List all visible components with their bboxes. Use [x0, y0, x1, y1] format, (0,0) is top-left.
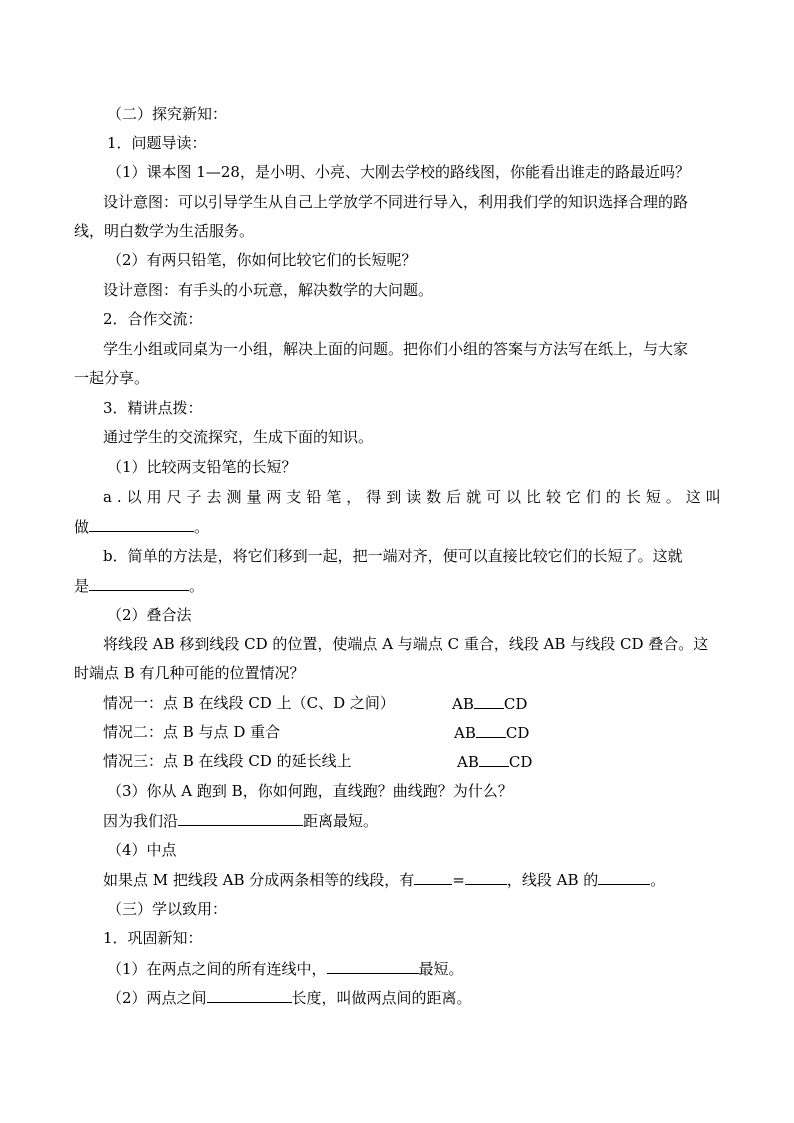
consolidate-2: （2）两点之间 长度，叫做两点间的距离。 — [107, 989, 472, 1007]
fill-blank-because[interactable] — [178, 810, 303, 826]
midpoint-line: 如果点 M 把线段 AB 分成两条相等的线段，有 = ，线段 AB 的 。 — [103, 871, 666, 889]
section-heading-explore: （二）探究新知： — [107, 105, 228, 123]
method-b-line1: b．简单的方法是，将它们移到一起，把一端对齐，便可以直接比较它们的长短了。这就 — [103, 547, 683, 565]
item-heading-problem-guide: 1．问题导读： — [107, 134, 207, 152]
subitem-midpoint: （4）中点 — [107, 841, 177, 859]
fill-blank-case3[interactable] — [479, 751, 509, 767]
method-b-line2: 是 。 — [74, 577, 205, 595]
fill-blank-case2[interactable] — [476, 722, 506, 738]
item-heading-consolidate: 1．巩固新知： — [103, 929, 203, 947]
subitem-compare-pencils: （1）比较两支铅笔的长短？ — [107, 458, 297, 476]
overlap-line1: 将线段 AB 移到线段 CD 的位置，使端点 A 与端点 C 重合，线段 AB 与线段 CD 叠合。这 — [103, 635, 709, 653]
fill-blank-mid-1[interactable] — [414, 869, 452, 885]
cooperation-line1: 学生小组或同桌为一小组，解决上面的问题。把你们小组的答案与方法写在纸上，与大家 — [103, 340, 689, 358]
explanation-intro: 通过学生的交流探究，生成下面的知识。 — [103, 428, 374, 446]
item-heading-explanation: 3．精讲点拨： — [103, 399, 203, 417]
design-intent-1-line2: 线，明白数学为生活服务。 — [74, 222, 255, 240]
fill-blank-b[interactable] — [89, 575, 189, 591]
cooperation-line2: 一起分享。 — [74, 369, 150, 387]
because-line: 因为我们沿 距离最短。 — [103, 812, 379, 830]
section-heading-apply: （三）学以致用： — [107, 900, 228, 918]
method-a-line2: 做 。 — [74, 518, 210, 536]
fill-blank-case1[interactable] — [474, 693, 504, 709]
item-heading-cooperation: 2．合作交流： — [103, 310, 203, 328]
method-a-line1: a . 以 用 尺 子 去 测 量 两 支 铅 笔 ， 得 到 读 数 后 就 可 以 比 较 它 们 的 长 短 。 这 叫 — [103, 488, 721, 506]
fill-blank-a[interactable] — [89, 516, 194, 532]
subitem-overlap-method: （2）叠合法 — [107, 606, 192, 624]
case-1: 情况一：点 B 在线段 CD 上（C、D 之间） — [103, 694, 395, 712]
question-1: （1）课本图 1—28，是小明、小亮、大刚去学校的路线图，你能看出谁走的路最近吗？ — [107, 163, 690, 181]
design-intent-2: 设计意图：有手头的小玩意，解决数学的大问题。 — [103, 281, 434, 299]
case-3: 情况三：点 B 在线段 CD 的延长线上 — [103, 752, 352, 770]
subitem-run-a-to-b: （3）你从 A 跑到 B，你如何跑，直线跑？曲线跑？为什么？ — [107, 782, 513, 800]
case-2-compare: AB CD — [454, 724, 530, 742]
fill-blank-c1[interactable] — [327, 958, 419, 974]
consolidate-1: （1）在两点之间的所有连线中， 最短。 — [107, 960, 464, 978]
question-2: （2）有两只铅笔，你如何比较它们的长短呢？ — [107, 251, 417, 269]
fill-blank-c2[interactable] — [207, 987, 292, 1003]
fill-blank-mid-2[interactable] — [465, 869, 507, 885]
case-1-compare: AB CD — [452, 695, 528, 713]
fill-blank-mid-3[interactable] — [598, 869, 650, 885]
case-2: 情况二：点 B 与点 D 重合 — [103, 723, 281, 741]
design-intent-1-line1: 设计意图：可以引导学生从自己上学放学不同进行导入，利用我们学的知识选择合理的路 — [103, 193, 689, 211]
overlap-line2: 时端点 B 有几种可能的位置情况？ — [74, 664, 305, 682]
case-3-compare: AB CD — [457, 753, 533, 771]
